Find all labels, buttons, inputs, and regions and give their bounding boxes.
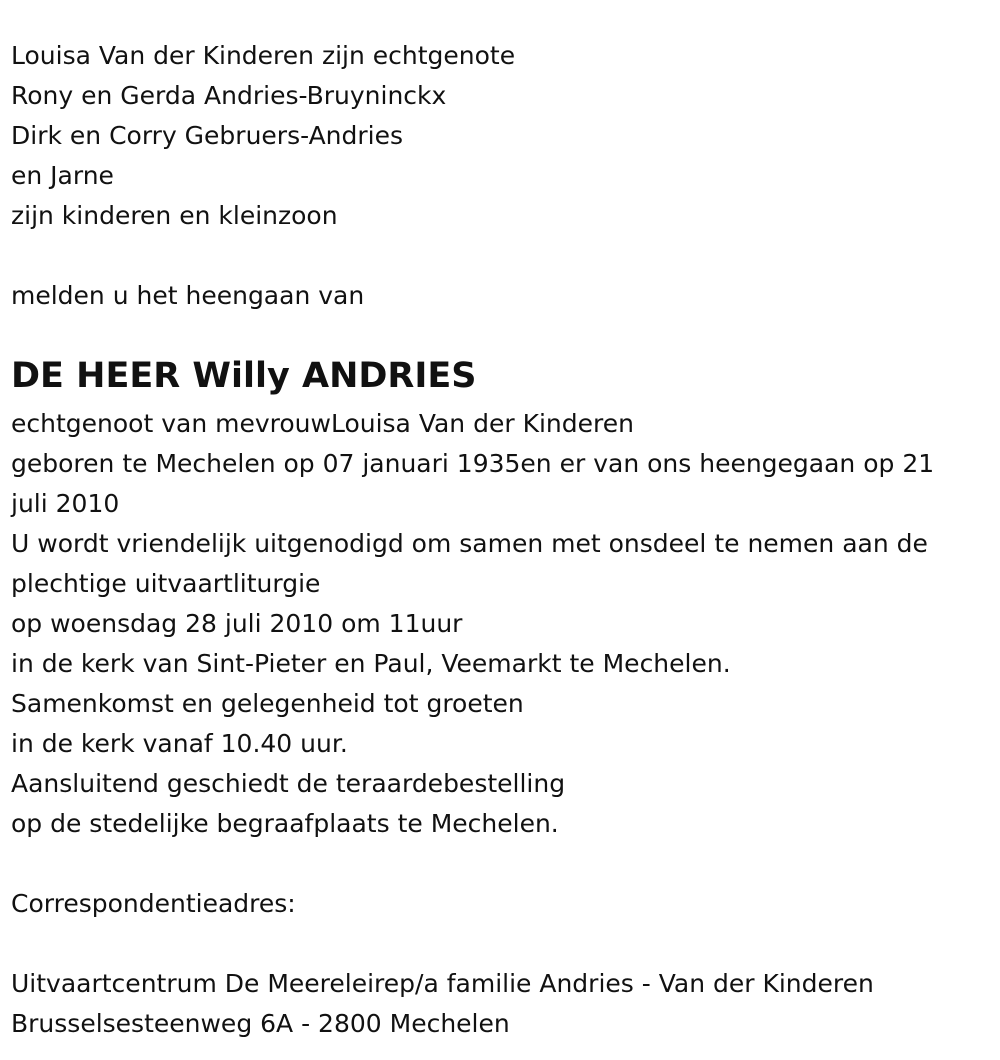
address-line: Brusselsesteenweg 6A - 2800 Mechelen (11, 1009, 510, 1038)
family-line: Dirk en Corry Gebruers-Andries (11, 121, 404, 150)
deceased-block (11, 352, 477, 400)
address-block (11, 964, 874, 1044)
family-line: en Jarne (11, 161, 114, 190)
correspondence-label-block (11, 884, 296, 924)
birth-line: geboren te Mechelen op 07 januari 1935en er van ons heengegaan op 21 (11, 449, 935, 478)
service-location: in de kerk van Sint-Pieter en Paul, Veemarkt te Mechelen. (11, 649, 731, 678)
invitation-line: U wordt vriendelijk uitgenodigd om samen met onsdeel te nemen aan de (11, 529, 928, 558)
family-line: Louisa Van der Kinderen zijn echtgenote (11, 41, 516, 70)
burial-location: op de stedelijke begraafplaats te Mechelen. (11, 809, 559, 838)
gathering-line: Samenkomst en gelegenheid tot groeten (11, 689, 524, 718)
spouse-line: echtgenoot van mevrouwLouisa Van der Kinderen (11, 409, 634, 438)
burial-line: Aansluitend geschiedt de teraardebestelling (11, 769, 566, 798)
family-line: zijn kinderen en kleinzoon (11, 201, 338, 230)
invitation-line-continued: plechtige uitvaartliturgie (11, 569, 321, 598)
birth-line-continued: juli 2010 (11, 489, 120, 518)
details-block (11, 404, 934, 844)
announcement-block (11, 276, 364, 316)
address-line: Uitvaartcentrum De Meereleirep/a familie Andries - Van der Kinderen (11, 969, 874, 998)
family-list (11, 36, 515, 236)
service-date: op woensdag 28 juli 2010 om 11uur (11, 609, 463, 638)
correspondence-label: Correspondentieadres: (11, 889, 296, 918)
gathering-time: in de kerk vanaf 10.40 uur. (11, 729, 348, 758)
family-line: Rony en Gerda Andries-Bruyninckx (11, 81, 447, 110)
deceased-name: DE HEER Willy ANDRIES (11, 356, 477, 396)
announcement-text: melden u het heengaan van (11, 281, 365, 310)
